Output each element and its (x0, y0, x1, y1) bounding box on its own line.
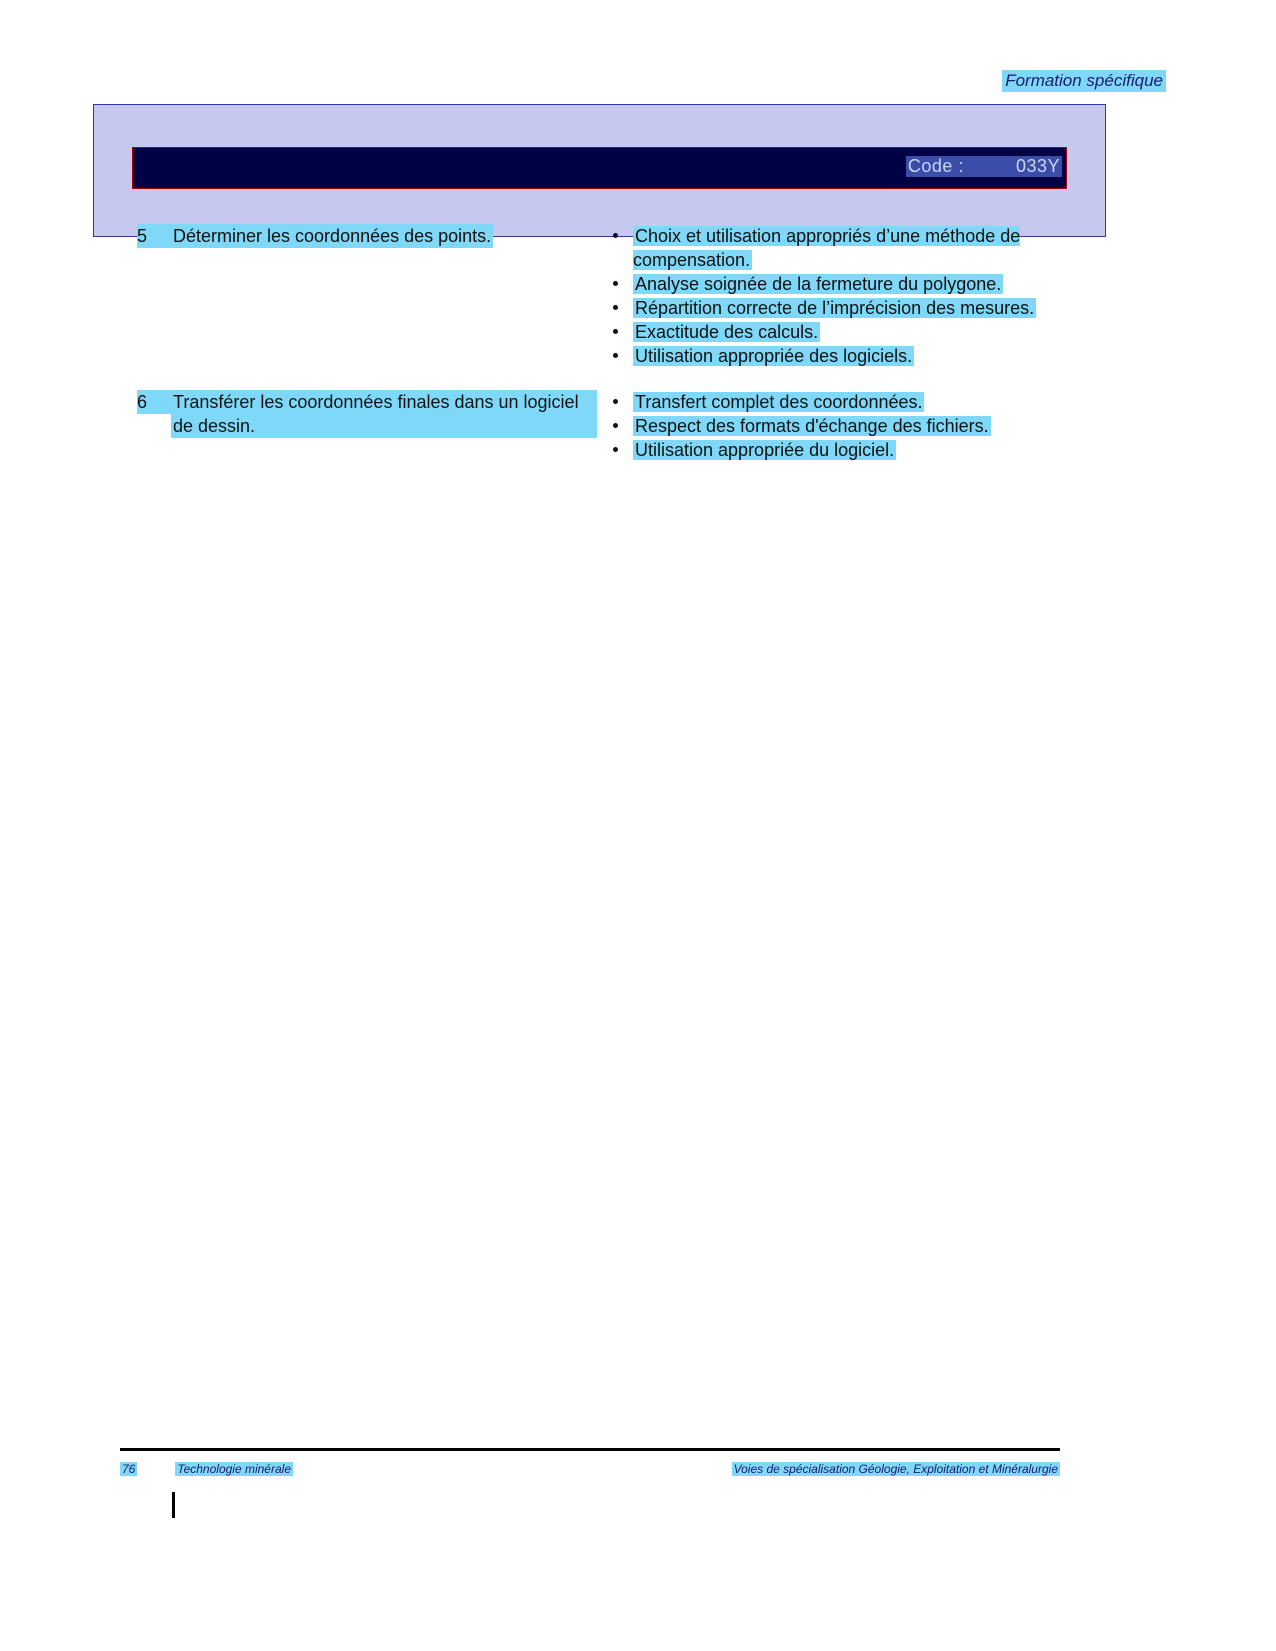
criteria-column (607, 224, 1077, 368)
task-number: 5 (137, 224, 171, 248)
criteria-text: Utilisation appropriée des logiciels. (635, 346, 913, 366)
header-section-label: Formation spécifique (1002, 70, 1166, 92)
bullet-icon (613, 305, 618, 310)
tasks-column (137, 390, 607, 462)
bullet-icon (613, 233, 618, 238)
bullet-icon (613, 423, 618, 428)
tasks-column (137, 224, 607, 368)
list-item (607, 272, 1077, 296)
margin-change-bar (172, 1492, 175, 1518)
table-row (137, 224, 1077, 368)
competency-code-bar (132, 147, 1067, 189)
list-item (607, 390, 1077, 414)
code-value: 033Y (1015, 156, 1060, 176)
criteria-text: Analyse soignée de la fermeture du polygone. (635, 274, 1002, 294)
task-item (137, 390, 597, 438)
page-footer (120, 1462, 1060, 1476)
bullet-icon (613, 329, 618, 334)
task-item (137, 224, 597, 248)
list-item (607, 438, 1077, 462)
list-item (607, 414, 1077, 438)
list-item (607, 296, 1077, 320)
code-label-text: Code : (907, 156, 964, 176)
criteria-list (607, 390, 1077, 462)
criteria-text: Transfert complet des coordonnées. (635, 392, 923, 412)
criteria-text: Répartition correcte de l’imprécision des mesures. (635, 298, 1035, 318)
bullet-icon (613, 353, 618, 358)
footer-divider (120, 1448, 1060, 1451)
row-spacer (137, 368, 1077, 390)
footer-left (120, 1462, 293, 1476)
table-row (137, 390, 1077, 462)
bullet-icon (613, 399, 618, 404)
criteria-list (607, 224, 1077, 368)
bullet-icon (613, 281, 618, 286)
criteria-text: Utilisation appropriée du logiciel. (635, 440, 895, 460)
code-label (906, 156, 1062, 177)
list-item (607, 344, 1077, 368)
task-text: Déterminer les coordonnées des points. (173, 226, 492, 246)
criteria-column (607, 390, 1077, 462)
competency-banner (93, 104, 1106, 237)
task-number: 6 (137, 390, 171, 414)
footer-program: Technologie minérale (177, 1462, 291, 1476)
criteria-text: Respect des formats d'échange des fichiers. (635, 416, 989, 436)
competency-table (137, 224, 1077, 462)
criteria-text: Exactitude des calculs. (635, 322, 819, 342)
criteria-text: Choix et utilisation appropriés d’une méthode de compensation. (633, 226, 1021, 270)
bullet-icon (613, 447, 618, 452)
list-item (607, 224, 1077, 272)
list-item (607, 320, 1077, 344)
page-number: 76 (122, 1462, 136, 1476)
footer-right-text: Voies de spécialisation Géologie, Exploitation et Minéralurgie (733, 1462, 1058, 1476)
task-text: Transférer les coordonnées finales dans un logiciel de dessin. (171, 390, 597, 438)
